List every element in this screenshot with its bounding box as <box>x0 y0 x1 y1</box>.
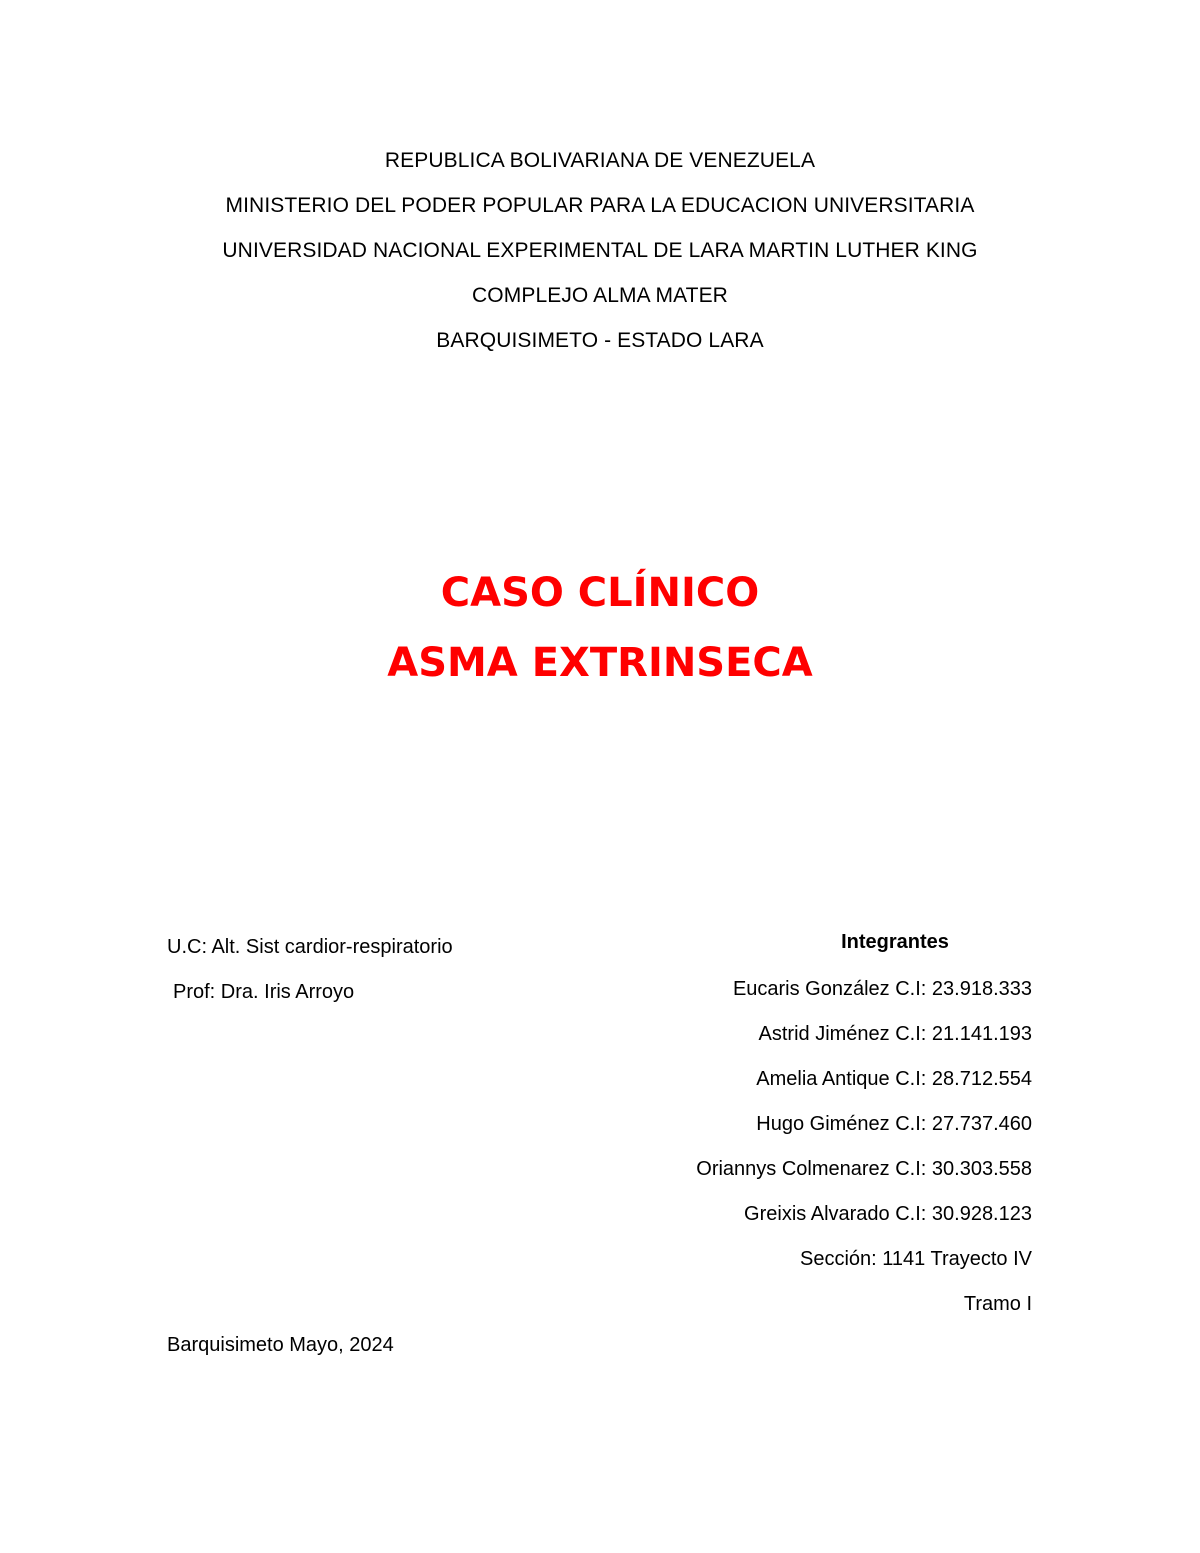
header-line-republic: REPUBLICA BOLIVARIANA DE VENEZUELA <box>384 149 816 172</box>
member-item: Eucaris González C.I: 23.918.333 <box>732 978 1032 1000</box>
tramo-info: Tramo I <box>963 1293 1032 1315</box>
course-professor: Prof: Dra. Iris Arroyo <box>173 981 355 1003</box>
title-line-case: CASO CLÍNICO <box>440 570 760 616</box>
member-item: Greixis Alvarado C.I: 30.928.123 <box>744 1203 1032 1225</box>
members-list <box>560 967 1032 1327</box>
members-heading: Integrantes <box>841 931 949 953</box>
section-info: Sección: 1141 Trayecto IV <box>800 1248 1032 1270</box>
title-line-topic: ASMA EXTRINSECA <box>387 640 813 686</box>
header-line-complex: COMPLEJO ALMA MATER <box>472 284 728 307</box>
member-item: Oriannys Colmenarez C.I: 30.303.558 <box>696 1158 1032 1180</box>
member-item: Hugo Giménez C.I: 27.737.460 <box>756 1113 1032 1135</box>
member-item: Astrid Jiménez C.I: 21.141.193 <box>758 1023 1032 1045</box>
document-title <box>0 558 1200 698</box>
header-line-university: UNIVERSIDAD NACIONAL EXPERIMENTAL DE LARA MARTIN LUTHER KING <box>222 239 978 262</box>
header-line-city: BARQUISIMETO - ESTADO LARA <box>436 329 764 352</box>
place-date: Barquisimeto Mayo, 2024 <box>167 1334 394 1356</box>
member-item: Amelia Antique C.I: 28.712.554 <box>756 1068 1032 1090</box>
course-unit: U.C: Alt. Sist cardior-respiratorio <box>167 936 453 958</box>
header-line-ministry: MINISTERIO DEL PODER POPULAR PARA LA EDUCACION UNIVERSITARIA <box>225 194 975 217</box>
institution-header <box>0 138 1200 363</box>
